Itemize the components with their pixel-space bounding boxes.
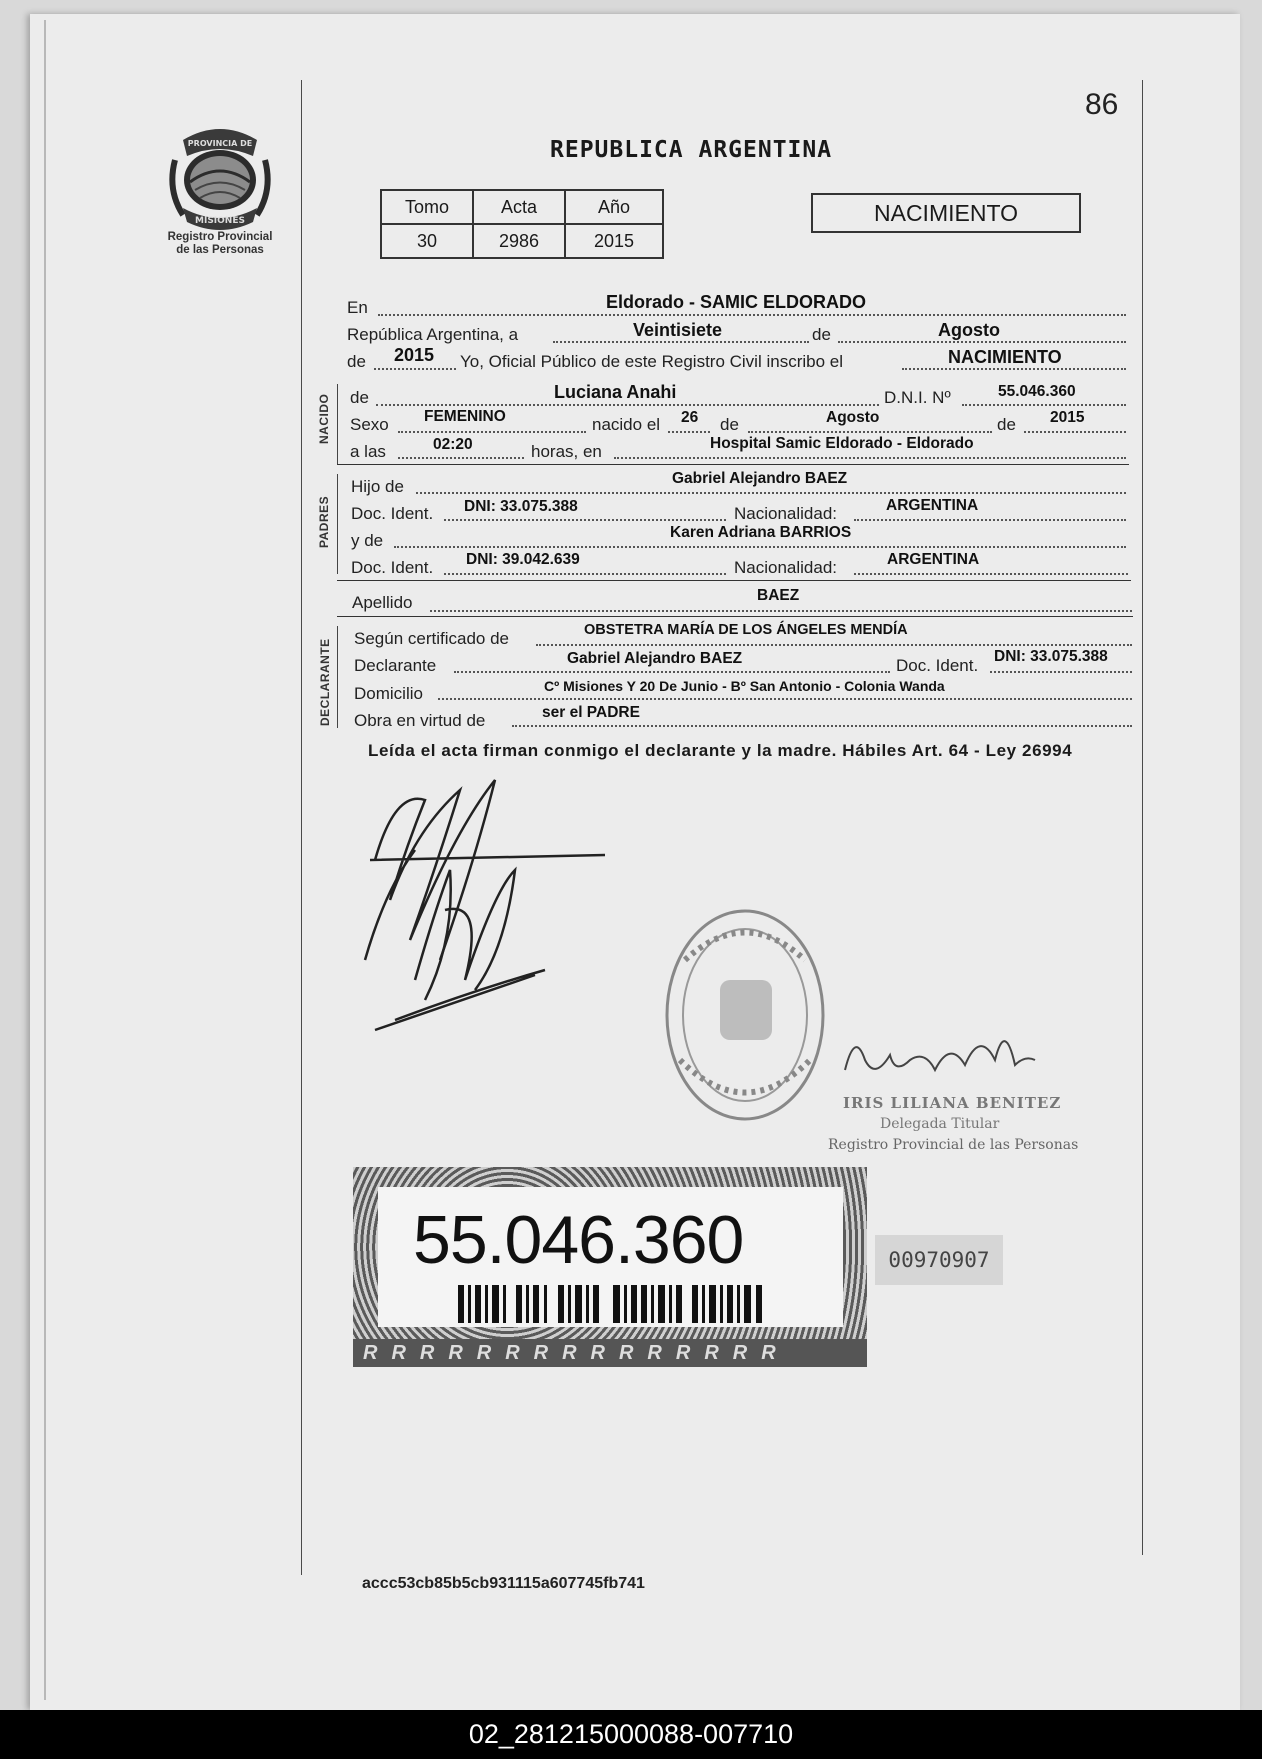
mother-doc: DNI: 39.042.639 bbox=[466, 551, 580, 568]
sexo-label: Sexo bbox=[350, 415, 389, 434]
official-seal bbox=[660, 900, 830, 1130]
dotted-line bbox=[394, 546, 1126, 548]
dotted-line bbox=[668, 431, 710, 433]
de-name-label: de bbox=[350, 388, 369, 407]
official-registry: Registro Provincial de las Personas bbox=[828, 1137, 1079, 1153]
scan-id: 02_281215000088-007710 bbox=[468, 1719, 794, 1749]
dotted-line bbox=[416, 492, 1126, 494]
en-label: En bbox=[347, 298, 368, 317]
birth-month: Agosto bbox=[826, 409, 880, 426]
dotted-line bbox=[854, 573, 1128, 575]
official-signature bbox=[835, 1020, 1045, 1100]
section-bar bbox=[337, 626, 338, 728]
de3-label: de bbox=[720, 415, 739, 434]
declarante-doc: DNI: 33.075.388 bbox=[994, 648, 1108, 665]
dotted-line bbox=[398, 457, 524, 459]
tomo-header: Tomo bbox=[381, 190, 473, 224]
obra-value: ser el PADRE bbox=[542, 704, 640, 721]
logo-top-text: PROVINCIA DE bbox=[187, 139, 253, 148]
section-bar bbox=[337, 384, 338, 464]
yo-label: Yo, Oficial Público de este Registro Civil inscribo el bbox=[460, 352, 843, 371]
apellido-label: Apellido bbox=[352, 593, 413, 612]
dotted-line bbox=[378, 314, 1126, 316]
section-bar bbox=[337, 474, 338, 574]
tomo-value: 30 bbox=[381, 224, 473, 258]
dotted-line bbox=[376, 404, 879, 406]
declarante-section-label: DECLARANTE bbox=[318, 638, 332, 726]
domicilio-label: Domicilio bbox=[354, 684, 423, 703]
anio-header: Año bbox=[565, 190, 663, 224]
day-value: Veintisiete bbox=[633, 320, 723, 340]
dotted-line bbox=[838, 341, 1126, 343]
en-value: Eldorado - SAMIC ELDORADO bbox=[606, 292, 866, 312]
dotted-line bbox=[748, 431, 992, 433]
logo-bottom-text: MISIONES bbox=[195, 216, 245, 226]
newborn-name: Luciana Anahi bbox=[554, 382, 677, 402]
mother-nationality: ARGENTINA bbox=[887, 551, 980, 568]
nacido-el-label: nacido el bbox=[592, 415, 661, 434]
closing-statement: Leída el acta firman conmigo el declarante y la madre. Hábiles Art. 64 - Ley 26994 bbox=[368, 741, 1073, 760]
acta-value: 2986 bbox=[473, 224, 565, 258]
inscribo-value: NACIMIENTO bbox=[948, 347, 1062, 367]
declarante-label: Declarante bbox=[354, 656, 437, 675]
nacido-section-label: NACIDO bbox=[317, 393, 331, 444]
page-number: 86 bbox=[1085, 88, 1119, 121]
yde-label: y de bbox=[351, 531, 384, 550]
section-divider bbox=[337, 580, 1131, 581]
dotted-line bbox=[454, 671, 890, 673]
barcode bbox=[458, 1285, 763, 1323]
dotted-line bbox=[854, 519, 1126, 521]
doc2-label: Doc. Ident. bbox=[351, 558, 434, 577]
dni-label: D.N.I. Nº bbox=[884, 388, 951, 407]
dotted-line bbox=[512, 725, 1132, 727]
dotted-line bbox=[962, 404, 1126, 406]
segun-label: Según certificado de bbox=[354, 629, 509, 648]
dotted-line bbox=[398, 431, 586, 433]
dotted-line bbox=[614, 457, 1126, 459]
record-table-header-row bbox=[381, 190, 663, 224]
logo-caption-line1: Registro Provincial bbox=[167, 231, 273, 243]
doc3-label: Doc. Ident. bbox=[896, 656, 979, 675]
republica-label: República Argentina, a bbox=[347, 325, 519, 344]
dni-barcode-sticker bbox=[353, 1167, 867, 1367]
segun-value: OBSTETRA MARÍA DE LOS ÁNGELES MENDÍA bbox=[584, 622, 908, 638]
padres-section-label: PADRES bbox=[317, 495, 331, 548]
obra-label: Obra en virtud de bbox=[354, 711, 486, 730]
father-nationality: ARGENTINA bbox=[886, 497, 979, 514]
birth-place: Hospital Samic Eldorado - Eldorado bbox=[710, 435, 974, 452]
record-type-box: NACIMIENTO bbox=[811, 193, 1081, 233]
sticker-security-strip: RRRRRRRRRRRRRRR bbox=[353, 1339, 867, 1367]
a-las-label: a las bbox=[350, 442, 386, 461]
sexo-value: FEMENINO bbox=[424, 408, 506, 425]
official-name: IRIS LILIANA BENITEZ bbox=[843, 1094, 1062, 1112]
dotted-line bbox=[902, 368, 1126, 370]
father-name: Gabriel Alejandro BAEZ bbox=[672, 470, 848, 487]
de-label: de bbox=[812, 325, 831, 344]
father-doc: DNI: 33.075.388 bbox=[464, 498, 578, 515]
hijo-label: Hijo de bbox=[351, 477, 404, 496]
domicilio-value: Cº Misiones Y 20 De Junio - Bº San Antonio - Colonia Wanda bbox=[544, 678, 945, 694]
logo-caption bbox=[150, 231, 290, 257]
year-value: 2015 bbox=[394, 345, 435, 365]
birth-year: 2015 bbox=[1050, 409, 1085, 426]
left-margin-line bbox=[301, 80, 302, 1575]
dotted-line bbox=[430, 610, 1132, 612]
record-table-value-row bbox=[381, 224, 663, 258]
right-margin-line bbox=[1142, 80, 1143, 1555]
birth-day: 26 bbox=[681, 409, 699, 426]
sticker-dni-number: 55.046.360 bbox=[413, 1202, 744, 1278]
newborn-dni: 55.046.360 bbox=[998, 383, 1076, 400]
acta-header: Acta bbox=[473, 190, 565, 224]
dotted-line bbox=[553, 341, 809, 343]
apellido-value: BAEZ bbox=[757, 587, 800, 604]
de4-label: de bbox=[997, 415, 1016, 434]
horas-label: horas, en bbox=[531, 442, 602, 461]
section-divider bbox=[337, 616, 1133, 617]
declarante-value: Gabriel Alejandro BAEZ bbox=[567, 650, 743, 667]
month-value: Agosto bbox=[938, 320, 1000, 340]
mother-name: Karen Adriana BARRIOS bbox=[670, 524, 852, 541]
dotted-line bbox=[1024, 431, 1126, 433]
document-title: REPUBLICA ARGENTINA bbox=[550, 137, 833, 163]
birth-time: 02:20 bbox=[433, 436, 473, 453]
sticker-label bbox=[378, 1187, 843, 1327]
provincial-registry-logo bbox=[165, 120, 275, 235]
nac1-label: Nacionalidad: bbox=[734, 504, 838, 523]
page-fold bbox=[44, 20, 46, 1700]
anio-value: 2015 bbox=[565, 224, 663, 258]
dotted-line bbox=[438, 698, 1132, 700]
serial-number: 00970907 bbox=[875, 1235, 1003, 1285]
record-table bbox=[380, 189, 664, 259]
de2-label: de bbox=[347, 352, 366, 371]
declarant-signature bbox=[355, 770, 615, 1040]
logo-caption-line2: de las Personas bbox=[176, 244, 264, 256]
official-role: Delegada Titular bbox=[880, 1116, 1000, 1132]
scan-footer bbox=[0, 1710, 1262, 1759]
document-page bbox=[30, 14, 1240, 1710]
dotted-line bbox=[444, 573, 726, 575]
nac2-label: Nacionalidad: bbox=[734, 558, 838, 577]
dotted-line bbox=[374, 368, 456, 370]
doc1-label: Doc. Ident. bbox=[351, 504, 434, 523]
document-hash: accc53cb85b5cb931115a607745fb741 bbox=[362, 1575, 645, 1592]
section-divider bbox=[337, 464, 1129, 465]
dotted-line bbox=[536, 644, 1132, 646]
dotted-line bbox=[990, 671, 1132, 673]
dotted-line bbox=[444, 519, 726, 521]
